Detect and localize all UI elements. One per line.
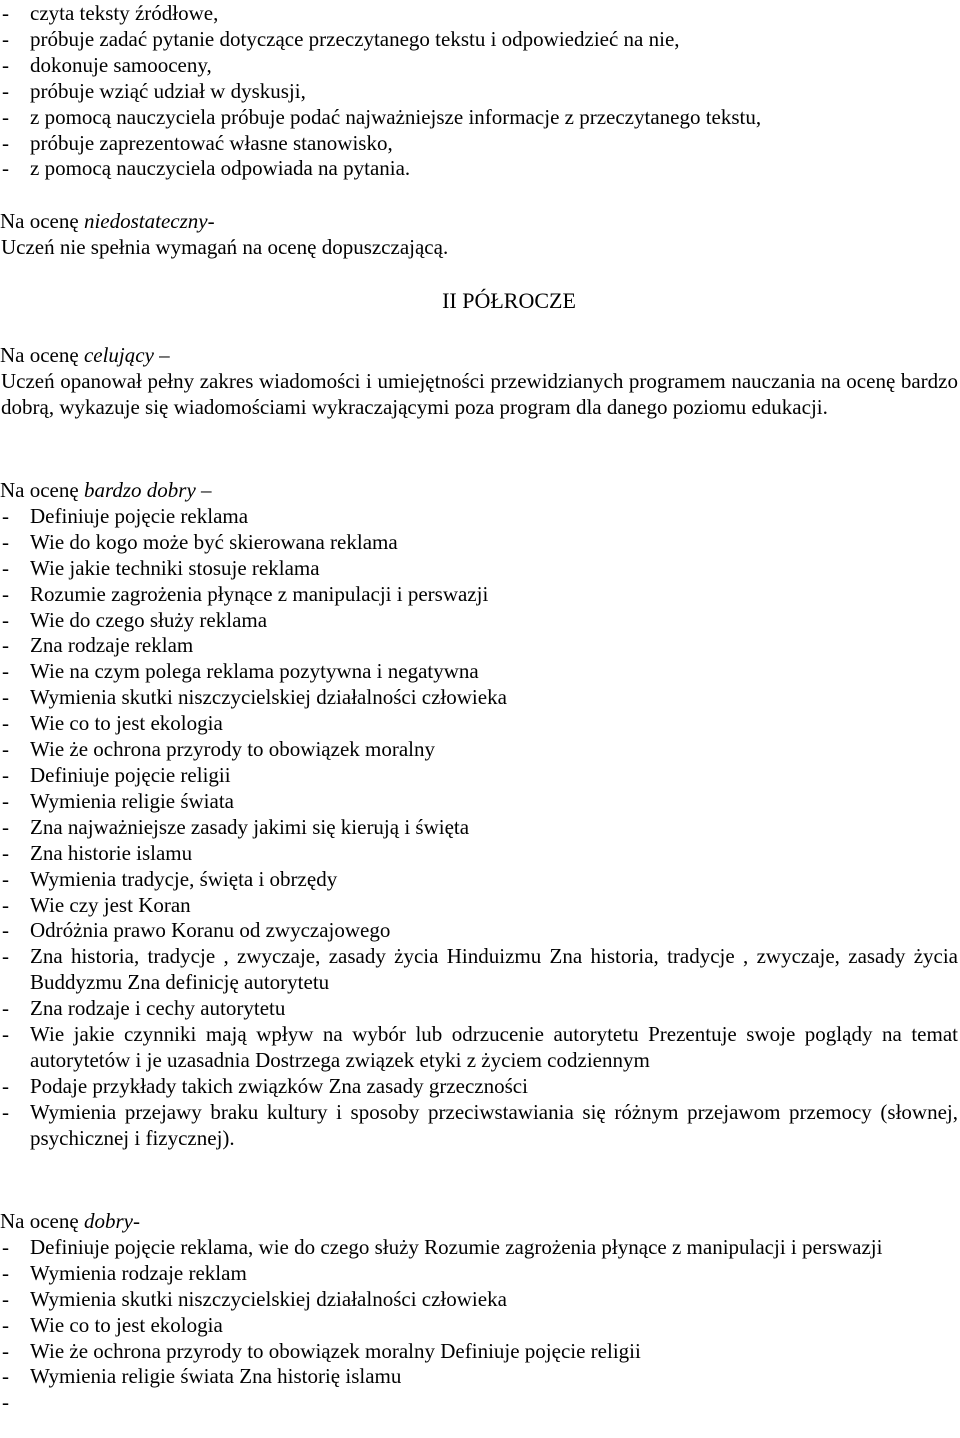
- list-item-text: Wymienia przejawy braku kultury i sposoby przeciwstawiania się różnym przejawom przemocy (słownej, psychicznej i fizycznej).: [30, 1099, 958, 1150]
- grade-section-niedostateczny: [0, 209, 958, 261]
- list-item-text: Definiuje pojęcie reklama, wie do czego służy Rozumie zagrożenia płynące z manipulacji i perswazji: [30, 1234, 883, 1259]
- list-item-text: Wie co to jest ekologia: [30, 1312, 223, 1337]
- grade-heading-prefix: Na ocenę: [0, 1209, 84, 1233]
- list-item: [0, 582, 958, 608]
- list-item: [0, 633, 958, 659]
- grade-name: celujący: [83, 343, 154, 367]
- list-dash: -: [2, 685, 9, 710]
- grade-description: Uczeń opanował pełny zakres wiadomości i umiejętności przewidzianych programem nauczania na ocenę bardzo dobrą, wykazuje się wiadomościami wykraczającymi poza program dla danego poziomu edukacji.: [1, 368, 958, 419]
- list-dash: -: [2, 1286, 9, 1311]
- list-item-text: z pomocą nauczyciela próbuje podać najważniejsze informacje z przeczytanego tekstu,: [30, 104, 762, 129]
- list-item-text: Wymienia rodzaje reklam: [30, 1260, 247, 1285]
- list-item-text: Wie do kogo może być skierowana reklama: [30, 529, 398, 554]
- list-item-text: próbuje wziąć udział w dyskusji,: [30, 78, 306, 103]
- list-item-text: Zna rodzaje reklam: [30, 633, 194, 658]
- list-dash: -: [2, 788, 9, 813]
- grade-description: Uczeń nie spełnia wymagań na ocenę dopuszczającą.: [1, 234, 449, 259]
- list-item: [0, 711, 958, 737]
- list-item: [0, 53, 958, 79]
- list-item-text: Zna rodzaje i cechy autorytetu: [30, 996, 286, 1021]
- list-item: [0, 918, 958, 944]
- list-dash: -: [2, 1364, 9, 1389]
- list-item-text: Wymienia religie świata: [30, 788, 234, 813]
- list-dash: -: [2, 1022, 9, 1047]
- list-dash: -: [2, 130, 9, 155]
- grade-heading-suffix: –: [153, 343, 170, 367]
- list-item-text: Definiuje pojęcie religii: [30, 762, 231, 787]
- list-item-text: Wie do czego służy reklama: [30, 607, 268, 632]
- list-dash: -: [2, 737, 9, 762]
- list-item-text: Odróżnia prawo Koranu od zwyczajowego: [30, 918, 391, 943]
- section-title: II PÓŁROCZE: [442, 288, 576, 313]
- grade-heading: [0, 343, 958, 369]
- list-dash: -: [2, 581, 9, 606]
- list-item-text: Rozumie zagrożenia płynące z manipulacji i perswazji: [30, 581, 489, 606]
- list-item: [0, 1, 958, 27]
- list-dash: -: [2, 529, 9, 554]
- list-item-text: Wie że ochrona przyrody to obowiązek moralny Definiuje pojęcie religii: [30, 1338, 641, 1363]
- list-dash: -: [2, 104, 9, 129]
- list-item: [0, 737, 958, 763]
- list-item: [0, 556, 958, 582]
- list-dash: -: [2, 78, 9, 103]
- list-item: [0, 131, 958, 157]
- list-item: [0, 867, 958, 893]
- list-item-text: dokonuje samooceny,: [30, 52, 212, 77]
- list-item: [0, 79, 958, 105]
- list-item: [0, 944, 958, 996]
- list-item-text: Zna najważniejsze zasady jakimi się kierują i święta: [30, 814, 470, 839]
- list-item: [0, 1235, 958, 1261]
- list-item-text: Wie jakie techniki stosuje reklama: [30, 555, 320, 580]
- list-dash: -: [2, 1260, 9, 1285]
- list-dash: -: [2, 892, 9, 917]
- list-item: [0, 815, 958, 841]
- list-item: [0, 1364, 958, 1390]
- grade-heading-prefix: Na ocenę: [0, 478, 84, 502]
- bullet-list: [0, 1234, 958, 1415]
- list-item: [0, 893, 958, 919]
- list-item-text: próbuje zaprezentować własne stanowisko,: [30, 130, 393, 155]
- list-dash: -: [2, 840, 9, 865]
- list-dash: -: [2, 633, 9, 658]
- list-dash: -: [2, 762, 9, 787]
- list-dash: -: [2, 555, 9, 580]
- list-item: [0, 789, 958, 815]
- list-item: [0, 105, 958, 131]
- list-item-text: z pomocą nauczyciela odpowiada na pytania.: [30, 156, 411, 181]
- list-dash: -: [2, 156, 9, 181]
- grade-name: bardzo dobry: [83, 478, 196, 502]
- grade-section-bardzo-dobry: [0, 478, 958, 1152]
- list-dash: -: [2, 996, 9, 1021]
- list-dash: -: [2, 866, 9, 891]
- bullet-list: [0, 1, 958, 182]
- list-item-text: Definiuje pojęcie reklama: [30, 503, 249, 528]
- list-item: [0, 504, 958, 530]
- list-item-text: Wymienia skutki niszczycielskiej działalności człowieka: [30, 1286, 507, 1311]
- list-dash: -: [2, 26, 9, 51]
- list-item: [0, 1022, 958, 1074]
- list-item: [0, 1287, 958, 1313]
- list-item: [0, 763, 958, 789]
- list-item-text: Wie czy jest Koran: [30, 892, 191, 917]
- list-item-text: Wie co to jest ekologia: [30, 711, 223, 736]
- grade-heading: [0, 478, 958, 504]
- grade-name: niedostateczny: [83, 209, 208, 233]
- grade-name: dobry: [83, 1209, 133, 1233]
- list-dash: -: [2, 659, 9, 684]
- list-item-text: Zna historia, tradycje , zwyczaje, zasady życia Hinduizmu Zna historia, tradycje , zwyczaje, zasady życia Buddyzmu Zna definicję autorytetu: [30, 944, 958, 995]
- list-dash: -: [2, 1390, 9, 1415]
- list-item-text: Zna historie islamu: [30, 840, 193, 865]
- grade-heading-prefix: Na ocenę: [0, 343, 84, 367]
- list-dash: -: [2, 944, 9, 969]
- list-dash: -: [2, 711, 9, 736]
- list-dash: -: [2, 1073, 9, 1098]
- list-item: [0, 1074, 958, 1100]
- list-item-text: Wie że ochrona przyrody to obowiązek moralny: [30, 737, 435, 762]
- list-item: [0, 27, 958, 53]
- list-item: [0, 659, 958, 685]
- list-item: [0, 1313, 958, 1339]
- list-dash: -: [2, 1099, 9, 1124]
- bullet-list: [0, 504, 958, 1152]
- list-item: [0, 1339, 958, 1365]
- list-item: [0, 156, 958, 182]
- top-requirements-list: [0, 1, 958, 182]
- list-item: [0, 1261, 958, 1287]
- list-item-text: Wymienia tradycje, święta i obrzędy: [30, 866, 338, 891]
- list-item-text: Wie na czym polega reklama pozytywna i negatywna: [30, 659, 479, 684]
- list-dash: -: [2, 52, 9, 77]
- grade-heading: [0, 1209, 958, 1235]
- grade-heading-suffix: –: [195, 478, 212, 502]
- grade-section-celujacy: [0, 343, 958, 421]
- list-dash: -: [2, 918, 9, 943]
- list-item-text: próbuje zadać pytanie dotyczące przeczytanego tekstu i odpowiedzieć na nie,: [30, 26, 680, 51]
- list-item-text: Podaje przykłady takich związków Zna zasady grzeczności: [30, 1073, 528, 1098]
- list-item-text: Wie jakie czynniki mają wpływ na wybór lub odrzucenie autorytetu Prezentuje swoje poglądy na temat autorytetów i je uzasadnia Dostrzega związek etyki z życiem codziennym: [30, 1022, 958, 1072]
- grade-heading-suffix: -: [207, 209, 215, 233]
- list-item: [0, 530, 958, 556]
- grade-heading-suffix: -: [132, 1209, 140, 1233]
- grade-heading: [0, 209, 958, 235]
- list-dash: -: [2, 1, 9, 25]
- list-item: [0, 841, 958, 867]
- list-item: [0, 996, 958, 1022]
- list-item: [0, 685, 958, 711]
- list-dash: -: [2, 1312, 9, 1337]
- list-dash: -: [2, 1234, 9, 1259]
- grade-heading-prefix: Na ocenę: [0, 209, 84, 233]
- list-dash: -: [2, 814, 9, 839]
- list-dash: -: [2, 607, 9, 632]
- list-item-text: Wymienia skutki niszczycielskiej działalności człowieka: [30, 685, 507, 710]
- list-item: [0, 608, 958, 634]
- grade-section-dobry: [0, 1209, 958, 1415]
- list-dash: -: [2, 1338, 9, 1363]
- list-item-text: Wymienia religie świata Zna historię islamu: [30, 1364, 402, 1389]
- list-item-text: czyta teksty źródłowe,: [30, 1, 219, 25]
- list-item: [0, 1100, 958, 1152]
- section-title-block: [0, 288, 958, 314]
- list-dash: -: [2, 503, 9, 528]
